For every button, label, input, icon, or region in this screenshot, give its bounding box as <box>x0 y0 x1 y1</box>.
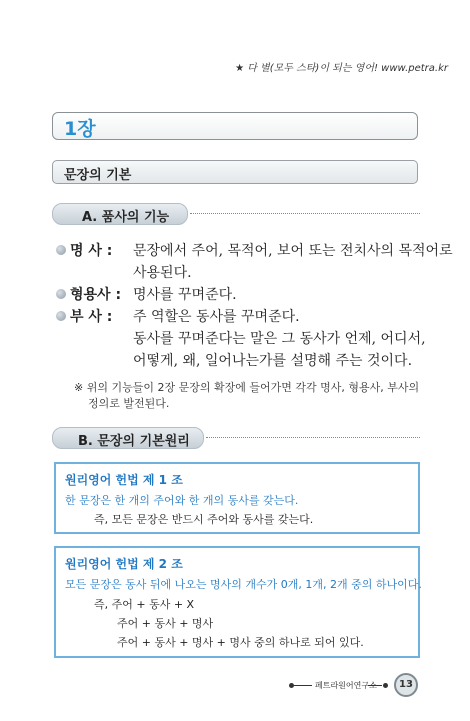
term-adjective: 형용사 : <box>70 287 122 303</box>
chapter-title: 1장 <box>64 118 96 140</box>
part-b-divider <box>206 437 420 438</box>
header-tagline: ★ 다 별(모두 스타)이 되는 영어! www.petra.kr <box>235 63 448 74</box>
rule-1-line-1: 한 문장은 한 개의 주어와 한 개의 동사를 갖는다. <box>65 494 299 507</box>
adverb-def-line-3: 어떻게, 왜, 일어나는가를 설명해 주는 것이다. <box>133 353 413 369</box>
rule-2-line-1: 모든 문장은 동사 뒤에 나오는 명사의 개수가 0개, 1개, 2개 중의 하나이다. <box>65 578 422 591</box>
section-title: 문장의 기본 <box>64 168 132 183</box>
noun-def-line-2: 사용된다. <box>133 265 192 281</box>
adjective-def-line-1: 명사를 꾸며준다. <box>133 287 237 303</box>
bullet-icon <box>56 289 66 299</box>
footer-dot-icon <box>383 683 388 688</box>
rule-2-line-2: 즉, 주어 + 동사 + X <box>94 598 195 611</box>
part-a-divider <box>190 213 420 214</box>
bullet-icon <box>56 245 66 255</box>
adverb-def-line-1: 주 역할은 동사를 꾸며준다. <box>133 309 300 325</box>
part-b-title: B. 문장의 기본원리 <box>78 434 190 449</box>
part-a-title: A. 품사의 기능 <box>82 210 170 225</box>
rule-1-title: 원리영어 헌법 제 1 조 <box>65 473 183 487</box>
term-noun: 명 사 : <box>70 243 113 259</box>
rule-2-title: 원리영어 헌법 제 2 조 <box>65 557 183 571</box>
note-line-1: ※ 위의 기능들이 2장 문장의 확장에 들어가면 각각 명사, 형용사, 부사의 <box>74 381 420 394</box>
footer-line-right <box>368 685 382 686</box>
noun-def-line-1: 문장에서 주어, 목적어, 보어 또는 전치사의 목적어로 <box>133 243 453 259</box>
footer-institute: 페트라원어연구소 <box>315 681 377 690</box>
term-adverb: 부 사 : <box>70 309 113 325</box>
adverb-def-line-2: 동사를 꾸며준다는 말은 그 동사가 언제, 어디서, <box>133 331 426 347</box>
rule-2-line-3: 주어 + 동사 + 명사 <box>117 617 214 630</box>
note-line-2: 정의로 발전된다. <box>88 397 170 410</box>
bullet-icon <box>56 311 66 321</box>
page-number: 13 <box>394 673 418 697</box>
footer-line-left <box>294 685 312 686</box>
rule-2-line-4: 주어 + 동사 + 명사 + 명사 중의 하나로 되어 있다. <box>117 636 364 649</box>
chapter-box <box>52 112 418 140</box>
rule-1-line-2: 즉, 모든 문장은 반드시 주어와 동사를 갖는다. <box>94 513 314 526</box>
